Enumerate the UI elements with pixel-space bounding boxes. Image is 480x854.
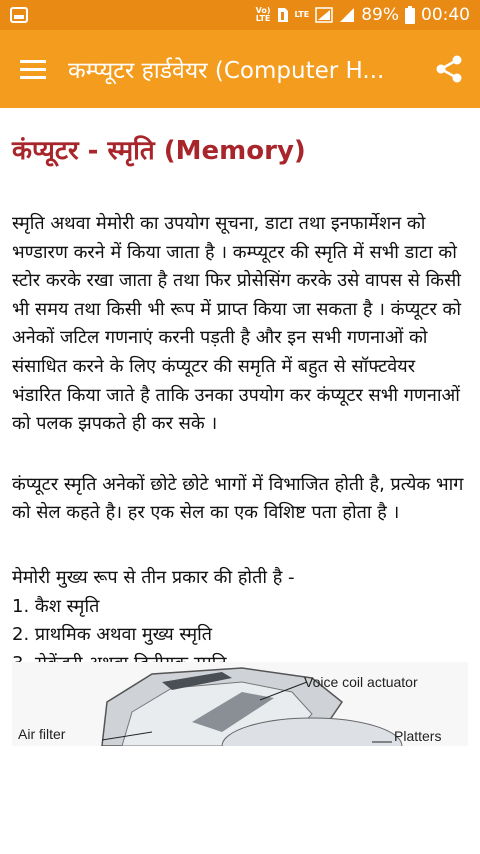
list-item: 2. प्राथमिक अथवा मुख्य स्मृति [12, 624, 213, 646]
clock: 00:40 [421, 5, 470, 25]
air-filter-label: Air filter [18, 726, 66, 742]
menu-button[interactable] [0, 30, 66, 108]
battery-percent: 89% [361, 5, 399, 25]
list-item: 1. कैश स्मृति [12, 595, 100, 617]
paragraph-1: स्मृति अथवा मेमोरी का उपयोग सूचना, डाटा तथा इनफार्मेशन को भण्डारण करने में किया जाता है । कम्प्यूटर की स्मृति में सभी डाटा को स्टोर करके रखा जाता है तथा फिर प्रोसेसिंग करके उसे वापस से किसी भी समय तथा किसी भी रूप में प्राप्त किया जा सकता है । कंप्यूटर को अनेकों जटिल गणनाएं करनी पड़ती है और इन सभी गणनाओं को संसाधित करने के लिए कंप्यूटर की समृति में बहुत से सॉफ्टवेयर भंडारित किया जाते है ताकि उनका उपयोग कर कंप्यूटर सभी गणनाओं को पलक झपकते ही कर सके । [12, 213, 462, 435]
voice-coil-label: Voice coil actuator [304, 674, 418, 690]
volte-icon: Vo) LTE [255, 6, 271, 23]
paragraph-2: कंप्यूटर स्मृति अनेकों छोटे छोटे भागों में विभाजित होती है, प्रत्येक भाग को सेल कहते है। हर एक सेल का एक विशिष्ट पता होता है । [12, 473, 464, 524]
signal-sim1-icon [315, 7, 333, 23]
status-bar [0, 0, 480, 30]
platters-label: Platters [394, 728, 442, 744]
share-button[interactable] [418, 30, 480, 108]
signal-sim2-icon [339, 7, 355, 23]
page-title: कंप्यूटर - स्मृति (Memory) [12, 136, 306, 166]
gallery-notification-icon [10, 7, 28, 23]
app-title: कम्प्यूटर हार्डवेयर (Computer H... [68, 58, 385, 84]
hard-disk-figure [12, 662, 468, 746]
lte-icon: LTE [294, 10, 310, 19]
paragraph-3-intro: मेमोरी मुख्य रूप से तीन प्रकार की होती है - [12, 566, 295, 588]
share-icon [436, 55, 462, 83]
battery-icon [405, 6, 415, 24]
sim-one-icon [277, 7, 289, 23]
hamburger-menu-icon [20, 59, 46, 79]
app-bar [0, 30, 480, 108]
